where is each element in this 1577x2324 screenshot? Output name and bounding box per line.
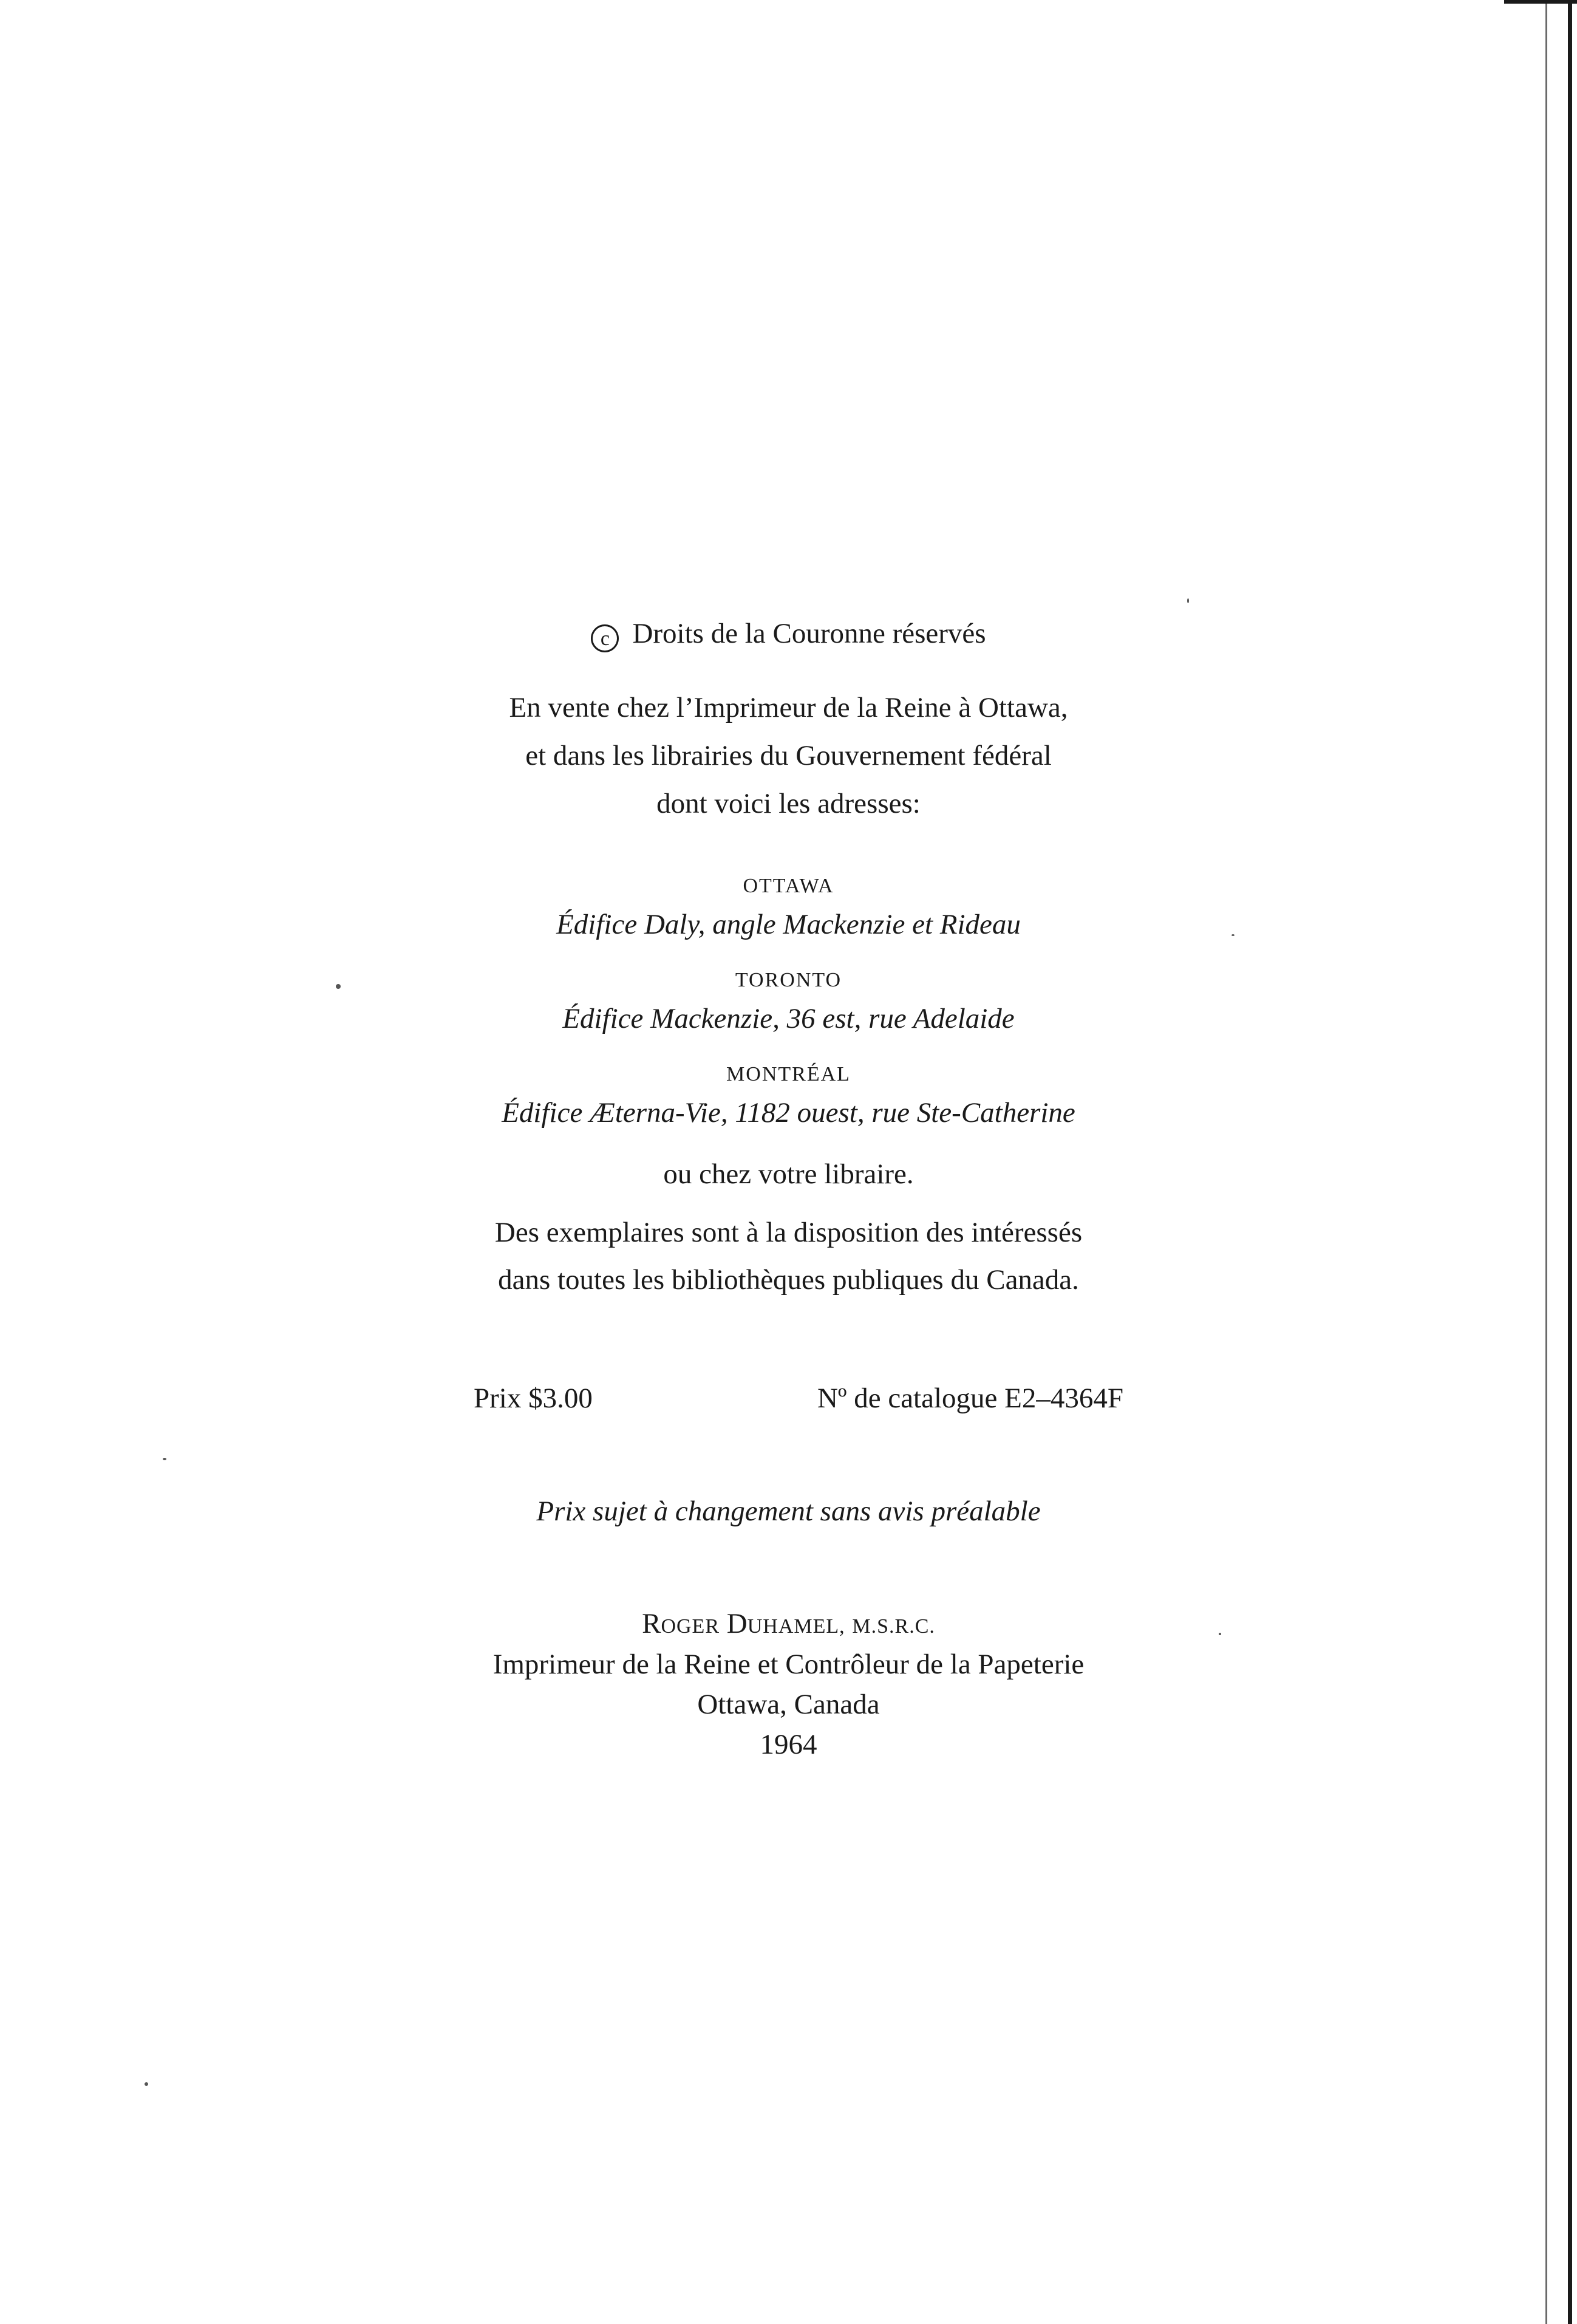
printer-first-initial: R	[642, 1608, 661, 1639]
printer-last-initial: D	[726, 1608, 748, 1639]
city-montreal: MONTRÉAL	[726, 1063, 851, 1085]
printer-title: Imprimeur de la Reine et Contrôleur de la Papeterie	[492, 1649, 1085, 1680]
sale-notice-line-3: dont voici les adresses:	[656, 788, 921, 819]
library-notice-line-2: dans toutes les bibliothèques publiques du Canada.	[498, 1264, 1079, 1296]
scan-speck	[1231, 934, 1235, 936]
sale-notice-line-2: et dans les librairies du Gouvernement fédéral	[525, 740, 1052, 771]
printer-last-rest: UHAMEL,	[747, 1615, 845, 1638]
printer-first-rest: OGER	[661, 1615, 720, 1638]
copyright-text: Droits de la Couronne réservés	[632, 618, 986, 649]
printer-location: Ottawa, Canada	[697, 1689, 880, 1720]
catalogue-number: Nº de catalogue E2–4364F	[817, 1382, 1123, 1414]
address-montreal: Édifice Æterna-Vie, 1182 ouest, rue Ste-Catherine	[502, 1097, 1075, 1129]
address-toronto: Édifice Mackenzie, 36 est, rue Adelaide	[562, 1003, 1015, 1034]
copyright-line	[0, 620, 1577, 652]
scan-speck	[1219, 1633, 1221, 1635]
scan-speck	[1187, 598, 1189, 603]
copyright-icon: c	[591, 624, 619, 652]
scan-speck	[336, 984, 341, 989]
sale-notice-line-1: En vente chez l’Imprimeur de la Reine à Ottawa,	[509, 692, 1068, 723]
address-ottawa: Édifice Daly, angle Mackenzie et Rideau	[556, 909, 1021, 940]
price-disclaimer: Prix sujet à changement sans avis préalable	[536, 1495, 1041, 1527]
printer-year: 1964	[760, 1729, 817, 1760]
scan-speck	[163, 1458, 166, 1460]
bookseller-note: ou chez votre libraire.	[663, 1158, 914, 1190]
price-row	[474, 1382, 1123, 1418]
price: Prix $3.00	[474, 1382, 593, 1414]
city-ottawa: OTTAWA	[743, 875, 834, 897]
city-toronto: TORONTO	[735, 969, 842, 991]
library-notice-line-1: Des exemplaires sont à la disposition des intéressés	[494, 1217, 1083, 1248]
printer-name	[0, 1610, 1577, 1638]
scan-speck	[145, 2082, 148, 2086]
printer-credentials: M.S.R.C.	[852, 1615, 935, 1638]
